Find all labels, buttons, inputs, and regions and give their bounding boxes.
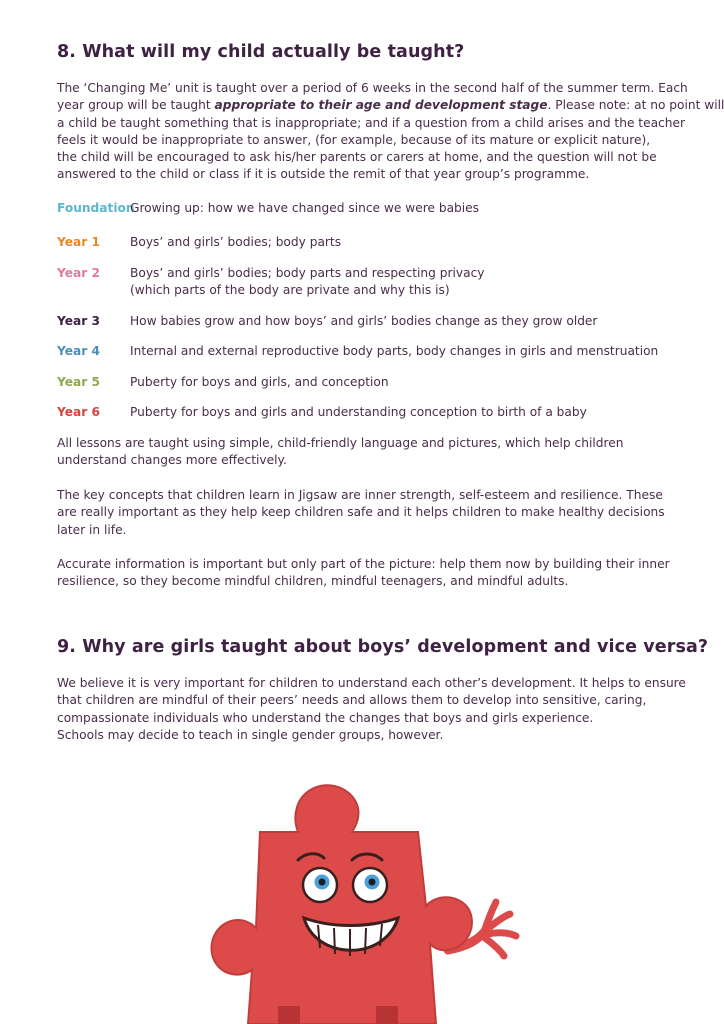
- jigsaw-mascot-illustration: [200, 770, 530, 1024]
- year-description: Puberty for boys and girls, and conception: [130, 375, 389, 389]
- section-9-heading: 9. Why are girls taught about boys’ development and vice versa?: [57, 637, 709, 657]
- accurate-information-paragraph: Accurate information is important but only part of the picture: help them now by building their inner resilience, so they become mindful children, mindful teenagers, and mindful adults.: [57, 557, 670, 589]
- section-8-heading: 8. What will my child actually be taught?: [57, 42, 465, 62]
- year-label: Year 2: [57, 266, 100, 280]
- mascot-puzzle-body: [211, 785, 471, 1024]
- year-description: Boys’ and girls’ bodies; body parts and respecting privacy: [130, 266, 485, 280]
- lessons-paragraph: All lessons are taught using simple, child-friendly language and pictures, which help children understand changes more effectively.: [57, 436, 624, 468]
- year-description: Internal and external reproductive body parts, body changes in girls and menstruation: [130, 344, 659, 358]
- mascot-leg-right: [376, 1006, 398, 1024]
- mascot-hand: [484, 902, 516, 956]
- year-label: Year 6: [57, 405, 100, 419]
- year-label: Year 3: [57, 314, 100, 328]
- year-description: How babies grow and how boys’ and girls’ bodies change as they grow older: [130, 314, 598, 328]
- section-8-intro: The ‘Changing Me’ unit is taught over a period of 6 weeks in the second half of the summer term. Each year group will be taught appropriate to their age and development stage. Please note: at no point will a child be taught something that is inappropriate; and if a question from a child arises and the teacher feels it would be inappropriate to answer, (for example, because of its mature or explicit nature), the child will be encouraged to ask his/her parents or carers at home, and the question will not be answered to the child or class if it is outside the remit of that year group’s programme.: [57, 81, 724, 182]
- mascot-leg-left: [278, 1006, 300, 1024]
- year-description-continued: (which parts of the body are private and why this is): [130, 283, 450, 298]
- section-9-paragraph: We believe it is very important for children to understand each other’s development. It helps to ensure that children are mindful of their peers’ needs and allows them to develop into sensitive, caring, compassionate individuals who understand the changes that boys and girls experience. Schools may decide to teach in single gender groups, however.: [57, 676, 686, 742]
- year-label: Foundation: [57, 201, 135, 215]
- year-description: Boys’ and girls’ bodies; body parts: [130, 235, 342, 249]
- year-label: Year 5: [57, 375, 100, 389]
- year-label: Year 4: [57, 344, 100, 358]
- year-label: Year 1: [57, 235, 100, 249]
- mascot-eye-left: [303, 868, 337, 902]
- key-concepts-paragraph: The key concepts that children learn in Jigsaw are inner strength, self-esteem and resilience. These are really important as they help keep children safe and it helps children to make healthy decisions later in life.: [57, 488, 665, 537]
- mascot-eye-right: [353, 868, 387, 902]
- year-description: Puberty for boys and girls and understanding conception to birth of a baby: [130, 405, 587, 419]
- year-description: Growing up: how we have changed since we were babies: [130, 201, 480, 215]
